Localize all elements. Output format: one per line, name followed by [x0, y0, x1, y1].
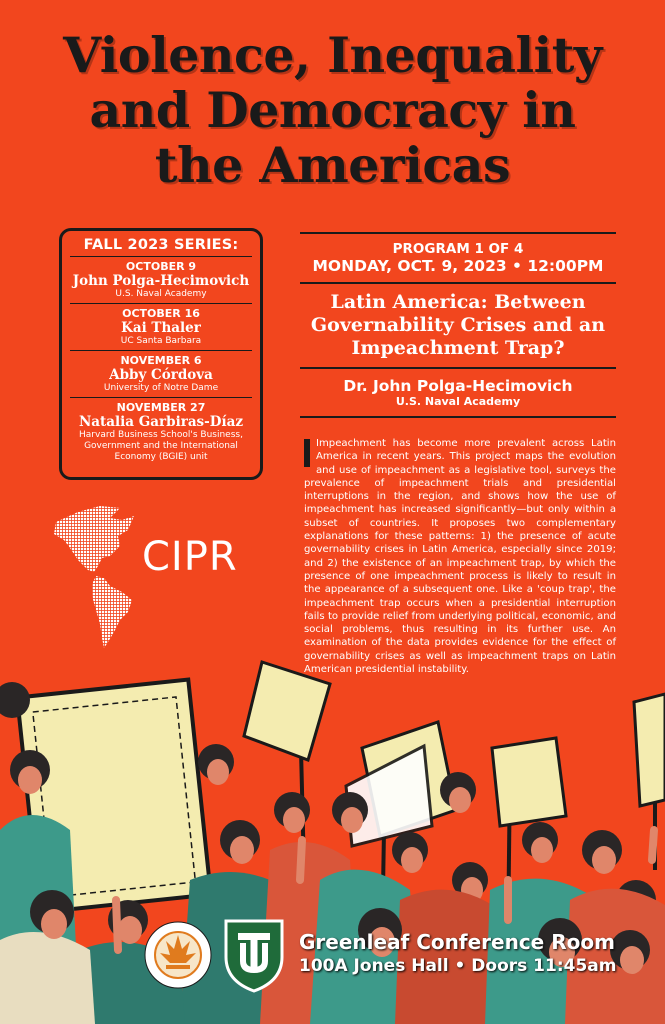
drop-cap-bar — [304, 439, 310, 467]
series-affiliation: Harvard Business School's Business, Government and the International Economy (BGIE) unit — [79, 430, 243, 462]
talk-title: Latin America: Between Governability Crises and an Impeachment Trap? — [310, 291, 606, 359]
divider — [300, 416, 616, 418]
series-date: NOVEMBER 6 — [120, 354, 202, 367]
speaker-name: Dr. John Polga-Hecimovich — [343, 377, 573, 395]
stone-center-seal-icon — [144, 921, 212, 989]
series-speaker: Natalia Garbiras-Díaz — [78, 414, 244, 430]
series-date: OCTOBER 16 — [122, 307, 200, 320]
series-speaker: Kai Thaler — [121, 320, 201, 336]
divider — [300, 232, 616, 234]
cipr-wordmark: CIPR — [142, 534, 238, 580]
program-number: PROGRAM 1 OF 4 — [392, 241, 524, 257]
series-schedule-box — [59, 228, 263, 480]
poster-title — [0, 28, 665, 193]
cipr-logo — [48, 500, 278, 650]
series-item — [70, 397, 252, 466]
title-line-2: and Democracy in — [89, 81, 576, 139]
venue-info — [299, 930, 665, 978]
venue-details: 100A Jones Hall • Doors 11:45am — [299, 956, 617, 976]
tulane-shield-icon — [222, 917, 286, 993]
series-item — [70, 256, 252, 303]
series-speaker: Abby Córdova — [109, 367, 213, 383]
series-affiliation: U.S. Naval Academy — [115, 289, 207, 299]
abstract-body: Impeachment has become more prevalent across Latin America in recent years. This project maps the evolution and use of impeachment as a legislative tool, surveys the prevalence of impeachment trials and presidential interruptions in the region, and shows how the use of impeachment has increased significantly—but only within a subset of countries. It proposes two complementary explanations for these patterns: 1) the presence of acute governability crises in Latin America, especially since 2019; and 2) the existence of an impeachment trap, by which the presence of one impeachment process is likely to result in the appearance of a subsequent one. Like a 'coup trap', the impeachment trap occurs when a presidential interruption fails to provide relief from underlying political, economic, and social problems, thus resulting in its further use. An examination of the data provides evidence for the effect of governability crises as well as impeachment traps on Latin American presidential instability. — [304, 438, 616, 676]
divider — [300, 367, 616, 369]
speaker-affiliation: U.S. Naval Academy — [395, 395, 521, 408]
series-heading: FALL 2023 SERIES: — [83, 237, 239, 253]
title-line-1: Violence, Inequality — [63, 26, 602, 84]
program-datetime: MONDAY, OCT. 9, 2023 • 12:00PM — [312, 257, 604, 275]
venue-name: Greenleaf Conference Room — [299, 930, 615, 954]
title-line-3: the Americas — [154, 136, 511, 194]
series-affiliation: UC Santa Barbara — [120, 336, 202, 346]
series-item — [70, 350, 252, 397]
series-speaker: John Polga-Hecimovich — [72, 273, 250, 289]
program-block — [300, 232, 616, 418]
series-date: NOVEMBER 27 — [116, 401, 206, 414]
series-date: OCTOBER 9 — [125, 260, 197, 273]
divider — [300, 282, 616, 284]
series-affiliation: University of Notre Dame — [103, 383, 219, 393]
series-item — [70, 303, 252, 350]
abstract-text — [304, 437, 616, 676]
